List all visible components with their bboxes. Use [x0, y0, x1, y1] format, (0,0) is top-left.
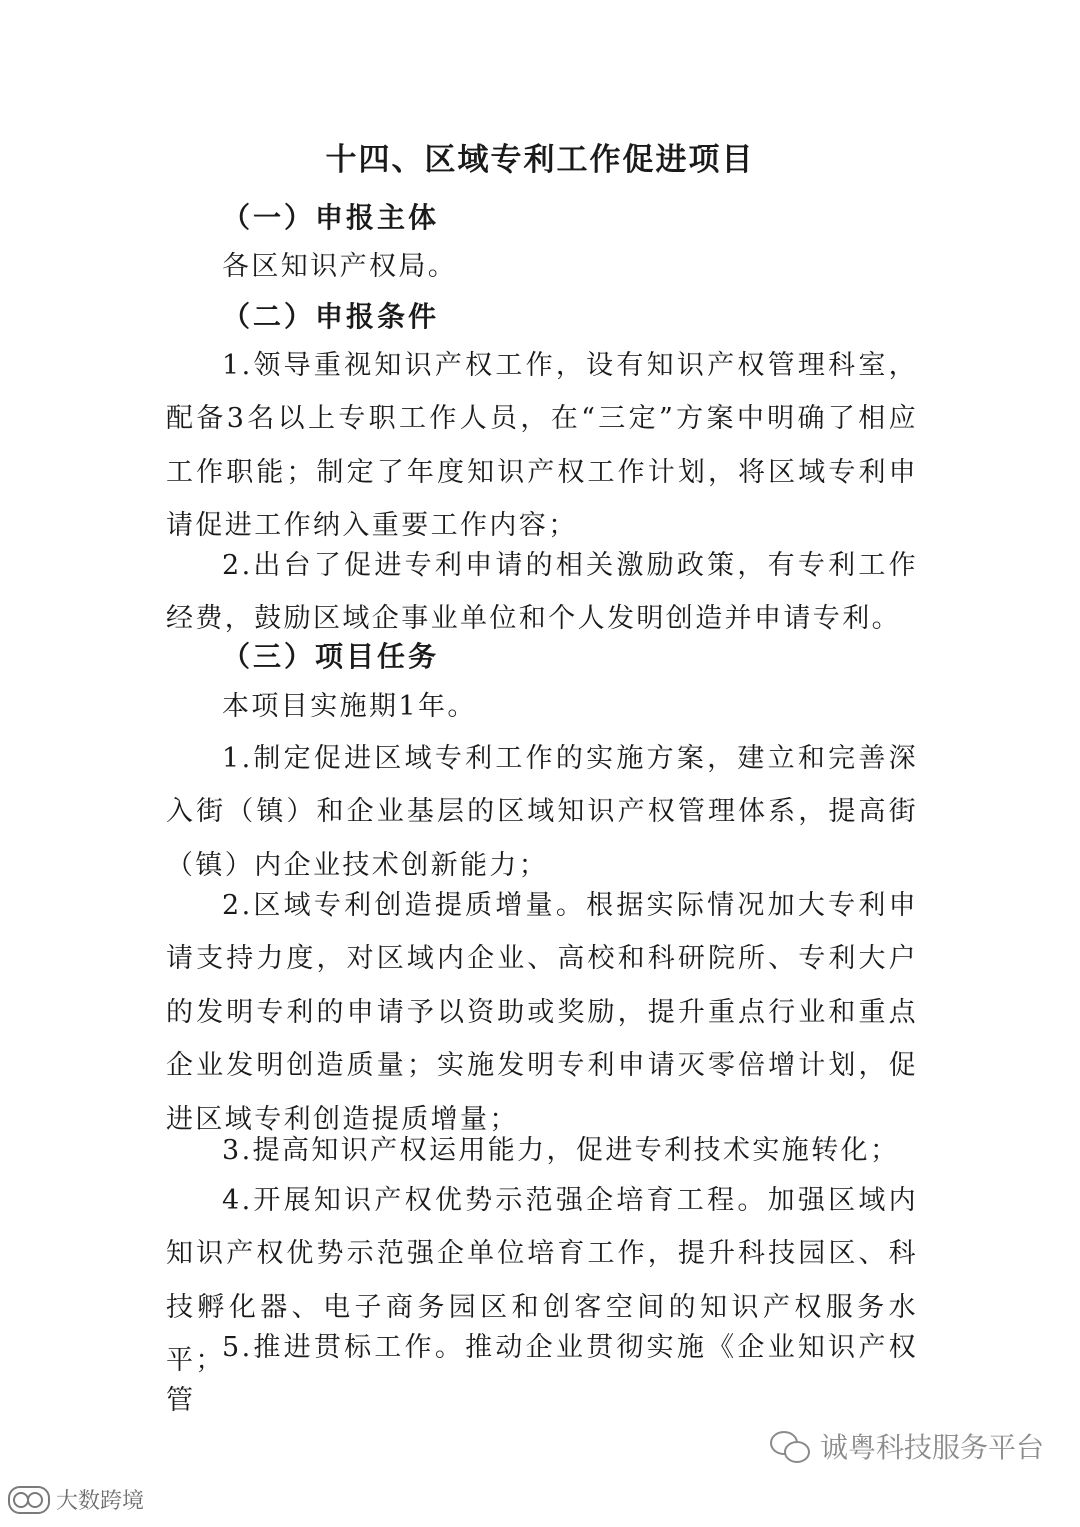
section-heading-tasks: （三）项目任务 [222, 640, 440, 673]
watermark-account-name: 诚粤科技服务平台 [819, 1431, 1044, 1464]
paragraph-applicant: 各区知识产权局。 [222, 251, 458, 282]
section-heading-applicant: （一）申报主体 [222, 201, 440, 234]
watermark-source-name: 大数跨境 [56, 1489, 145, 1514]
watermark-source [8, 1484, 144, 1515]
paragraph-task-5: 5.推进贯标工作。推动企业贯彻实施《企业知识产权管 [166, 1332, 918, 1417]
link-logo-icon [8, 1486, 50, 1514]
paragraph-task-3: 3.提高知识产权运用能力，促进专利技术实施转化； [222, 1135, 900, 1166]
wechat-icon [770, 1429, 810, 1463]
document-title: 十四、区域专利工作促进项目 [325, 142, 755, 178]
paragraph-condition-2: 2.出台了促进专利申请的相关激励政策，有专利工作经费，鼓励区域企事业单位和个人发明创造并申请专利。 [166, 550, 918, 635]
paragraph-task-2: 2.区域专利创造提质增量。根据实际情况加大专利申请支持力度，对区域内企业、高校和科研院所、专利大户的发明专利的申请予以资助或奖励，提升重点行业和重点企业发明创造质量；实施发明专利申请灭零倍增计划，促进区域专利创造提质增量； [166, 890, 918, 1135]
paragraph-task-4: 4.开展知识产权优势示范强企培育工程。加强区域内知识产权优势示范强企单位培育工作，提升科技园区、科技孵化器、电子商务园区和创客空间的知识产权服务水平； [166, 1185, 918, 1377]
paragraph-condition-1: 1.领导重视知识产权工作，设有知识产权管理科室，配备3名以上专职工作人员，在“三定”方案中明确了相应工作职能；制定了年度知识产权工作计划，将区域专利申请促进工作纳入重要工作内容； [166, 350, 918, 542]
section-heading-conditions: （二）申报条件 [222, 300, 440, 333]
paragraph-task-1: 1.制定促进区域专利工作的实施方案，建立和完善深入街（镇）和企业基层的区域知识产权管理体系，提高街（镇）内企业技术创新能力； [166, 743, 918, 881]
watermark-wechat-account [770, 1426, 1044, 1466]
paragraph-task-period: 本项目实施期1年。 [222, 691, 477, 722]
